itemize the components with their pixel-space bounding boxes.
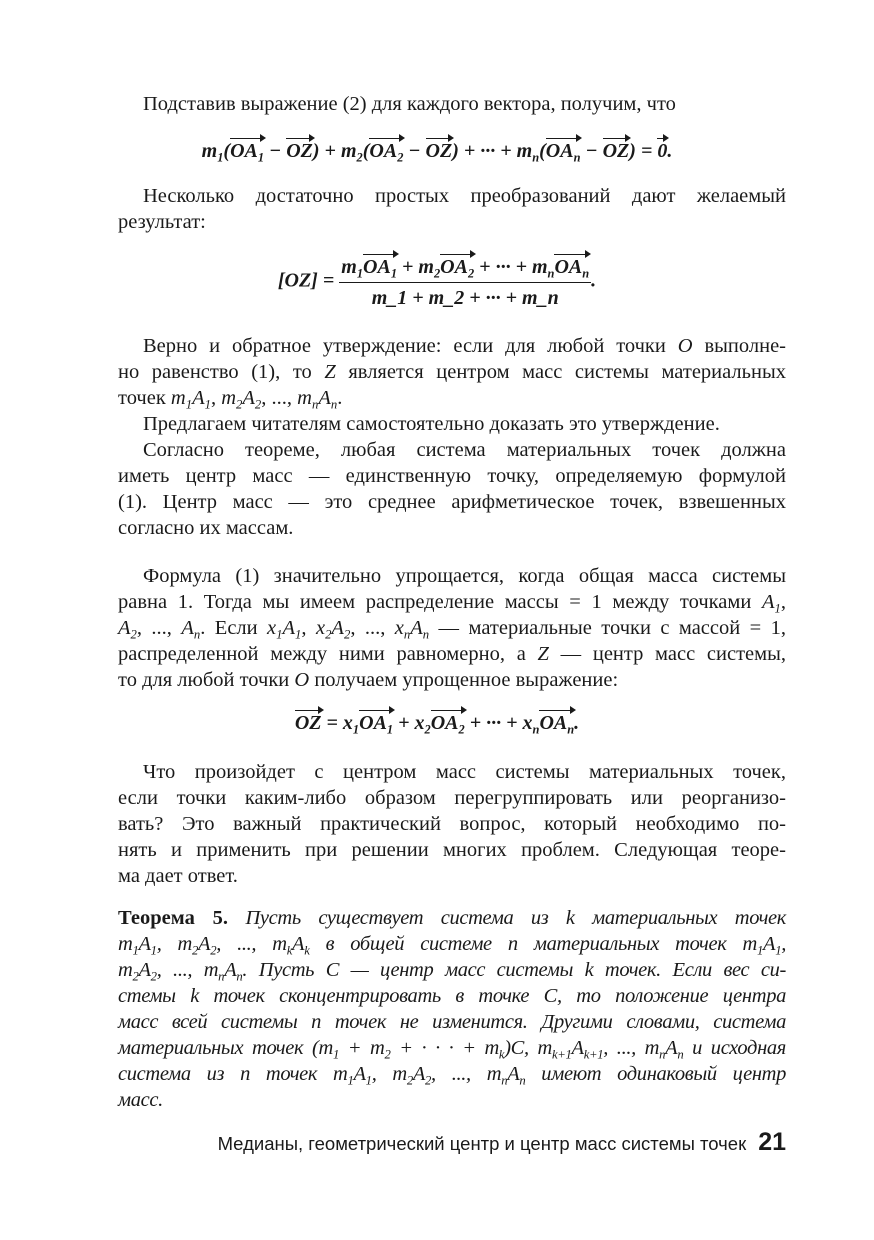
text-line: иметь центр масс — единственную точку, определяемую формулой (118, 465, 786, 487)
paragraph-p2 (118, 183, 786, 235)
text-line: Верно и обратное утверждение: если для любой точки O выполне- (143, 335, 786, 357)
text-line: согласно их массам. (118, 517, 294, 539)
theorem-line: Теорема 5. Пусть существует система из k материальных точек (118, 907, 786, 929)
theorem-line: стемы k точек сконцентрировать в точке C, то положение центра (118, 985, 786, 1007)
text-line: (1). Центр масс — это среднее арифметическое точек, взвешенных (118, 491, 786, 513)
paragraph-p4 (118, 411, 786, 437)
text-line: но равенство (1), то Z является центром масс системы материальных (118, 361, 786, 383)
text-line: результат: (118, 211, 206, 233)
fraction (339, 254, 591, 310)
text-line: распределенной между ними равномерно, а Z — центр масс системы, (118, 643, 786, 665)
theorem-line: материальных точек ($m_1 + m_2$ + · · · + $m_k)C$, $m_{k+1}A_{k+1}$, ..., $m_nA_n$ и исходная (118, 1037, 786, 1062)
running-title: Медианы, геометрический центр и центр масс системы точек (217, 1133, 747, 1154)
theorem-label: Теорема 5. (118, 907, 229, 929)
text-line: Несколько достаточно простых преобразований дают желаемый (143, 185, 786, 207)
text-line: равна 1. Тогда мы имеем распределение массы = 1 между точками $A_1$, (118, 591, 786, 616)
text-line: Что произойдет с центром масс системы материальных точек, (143, 761, 786, 783)
text-line: нять и применить при решении многих проблем. Следующая теоре- (118, 839, 786, 861)
paragraph-p7 (118, 759, 786, 889)
formula-lhs: [OZ] = (277, 269, 340, 292)
fraction-numerator: $m_1OA_1 + m_2OA_2$ + ··· + $m_nOA_n$ (339, 254, 591, 283)
text-line: Формула (1) значительно упрощается, когда общая масса системы (143, 565, 786, 587)
formula-unit-mass: OZ = $x_1OA_1 + x_2OA_2$ + ··· + $x_nOA_n$. (294, 712, 580, 737)
theorem-line: $m_2A_2$, ..., $m_nA_n$. Пусть C — центр масс системы k точек. Если вес си- (118, 959, 786, 984)
paragraph-p3 (118, 333, 786, 411)
page-number: 21 (758, 1128, 786, 1156)
theorem-line: система из n точек $m_1A_1$, $m_2A_2$, ..., $m_nA_n$ имеют одинаковый центр (118, 1063, 786, 1088)
text-line: вать? Это важный практический вопрос, который необходимо по- (118, 813, 786, 835)
text-line: Предлагаем читателям самостоятельно доказать это утверждение. (143, 413, 720, 435)
formula-center-of-mass (0, 254, 874, 310)
formula-sum-zero: $m_1(OA_1 - OZ) + m_2(OA_2 - OZ)$ + ··· + $m_n(OA_n - OZ) = 0$. (201, 140, 673, 165)
text-line: если точки каким-либо образом перегруппировать или реорганизо- (118, 787, 786, 809)
theorem-line: масс. (118, 1089, 163, 1111)
page-footer (218, 1128, 786, 1157)
text-line: точек $m_1A_1$, $m_2A_2$, ..., $m_nA_n$. (118, 387, 343, 412)
theorem-line: $m_1A_1$, $m_2A_2$, ..., $m_kA_k$ в общей системе n материальных точек $m_1A_1$, (118, 933, 786, 958)
text-line: $A_2$, ..., $A_n$. Если $x_1A_1$, $x_2A_2$, ..., $x_nA_n$ — материальные точки с массой = 1, (118, 617, 786, 642)
text-line: Подставив выражение (2) для каждого вектора, получим, что (143, 93, 676, 115)
fraction-denominator: m_1 + m_2 + ··· + m_n (371, 287, 559, 309)
text-line: Согласно теореме, любая система материальных точек должна (143, 439, 786, 461)
theorem-5 (118, 905, 786, 1113)
theorem-line: масс всей системы n точек не изменится. Другими словами, система (118, 1011, 786, 1033)
text-line: ма дает ответ. (118, 865, 238, 887)
formula-period: . (591, 269, 597, 292)
paragraph-p1 (118, 91, 786, 117)
paragraph-p6 (118, 563, 786, 693)
text-line: то для любой точки O получаем упрощенное выражение: (118, 669, 619, 691)
paragraph-p5 (118, 437, 786, 541)
